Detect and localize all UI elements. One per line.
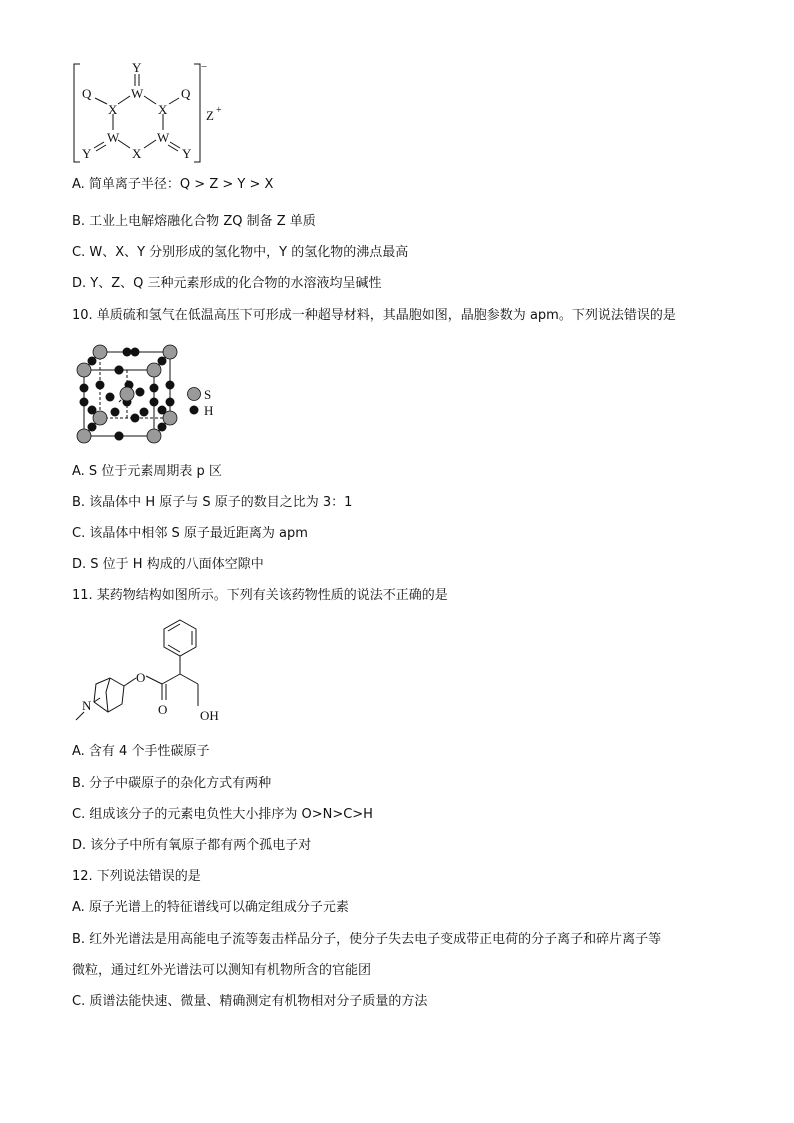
q9-option-d: D. Y、Z、Q 三种元素形成的化合物的水溶液均呈碱性 [72, 276, 382, 291]
q10-unit-cell-figure [70, 340, 230, 444]
q11-option-d: D. 该分子中所有氧原子都有两个孤电子对 [72, 838, 312, 853]
q9-structure-figure [66, 58, 246, 168]
atom-oh: OH [200, 708, 219, 723]
q12-option-c: C. 质谱法能快速、微量、精确测定有机物相对分子质量的方法 [72, 994, 428, 1009]
q12-option-b-continued: 微粒，通过红外光谱法可以测知有机物所含的官能团 [72, 963, 372, 978]
right-bracket [194, 64, 200, 162]
q12-stem: 12. 下列说法错误的是 [72, 869, 201, 884]
atom-y-right: Y [182, 146, 192, 161]
q9-option-a: A. 简单离子半径：Q > Z > Y > X [72, 177, 274, 192]
q10-option-b: B. 该晶体中 H 原子与 S 原子的数目之比为 3：1 [72, 495, 353, 510]
atom-y-top: Y [132, 60, 142, 75]
q12-option-a: A. 原子光谱上的特征谱线可以确定组成分子元素 [72, 900, 349, 915]
q10-option-d: D. S 位于 H 构成的八面体空隙中 [72, 557, 264, 572]
anion-charge: − [201, 61, 208, 73]
atom-o-carbonyl: O [158, 702, 168, 717]
atom-w-right: W [157, 130, 170, 145]
q10-stem: 10. 单质硫和氢气在低温高压下可形成一种超导材料，其晶胞如图，晶胞参数为 apm。下列说法错误的是 [72, 308, 676, 323]
legend-s-marker [188, 388, 201, 401]
atom-o-ester: O [136, 670, 146, 685]
atom-x-left: X [108, 102, 118, 117]
atom-q-right: Q [181, 86, 191, 101]
atom-x-bottom: X [132, 146, 142, 161]
counter-ion: Z [206, 108, 214, 123]
legend-s-label: S [204, 387, 212, 402]
q11-molecule-figure [70, 612, 250, 732]
atom-x-right: X [158, 102, 168, 117]
q11-stem: 11. 某药物结构如图所示。下列有关该药物性质的说法不正确的是 [72, 588, 448, 603]
left-bracket [74, 64, 80, 162]
q12-option-b: B. 红外光谱法是用高能电子流等轰击样品分子，使分子失去电子变成带正电荷的分子离子和碎片离子等 [72, 932, 662, 947]
q9-option-b: B. 工业上电解熔融化合物 ZQ 制备 Z 单质 [72, 214, 316, 229]
atom-y-left: Y [82, 146, 92, 161]
atom-w-left: W [107, 130, 120, 145]
q11-option-a: A. 含有 4 个手性碳原子 [72, 744, 210, 759]
atom-n: N [82, 698, 92, 713]
legend-h-label: H [204, 403, 214, 418]
legend-h-marker [190, 406, 199, 415]
q10-option-c: C. 该晶体中相邻 S 原子最近距离为 apm [72, 526, 308, 541]
q9-option-c: C. W、X、Y 分别形成的氢化物中，Y 的氢化物的沸点最高 [72, 245, 409, 260]
q10-option-a: A. S 位于元素周期表 p 区 [72, 464, 222, 479]
counter-ion-charge: + [216, 105, 222, 116]
q11-option-b: B. 分子中碳原子的杂化方式有两种 [72, 776, 272, 791]
q11-option-c: C. 组成该分子的元素电负性大小排序为 O>N>C>H [72, 807, 373, 822]
atom-q-left: Q [82, 86, 92, 101]
atom-w-top: W [131, 86, 144, 101]
benzene-ring [164, 620, 196, 656]
